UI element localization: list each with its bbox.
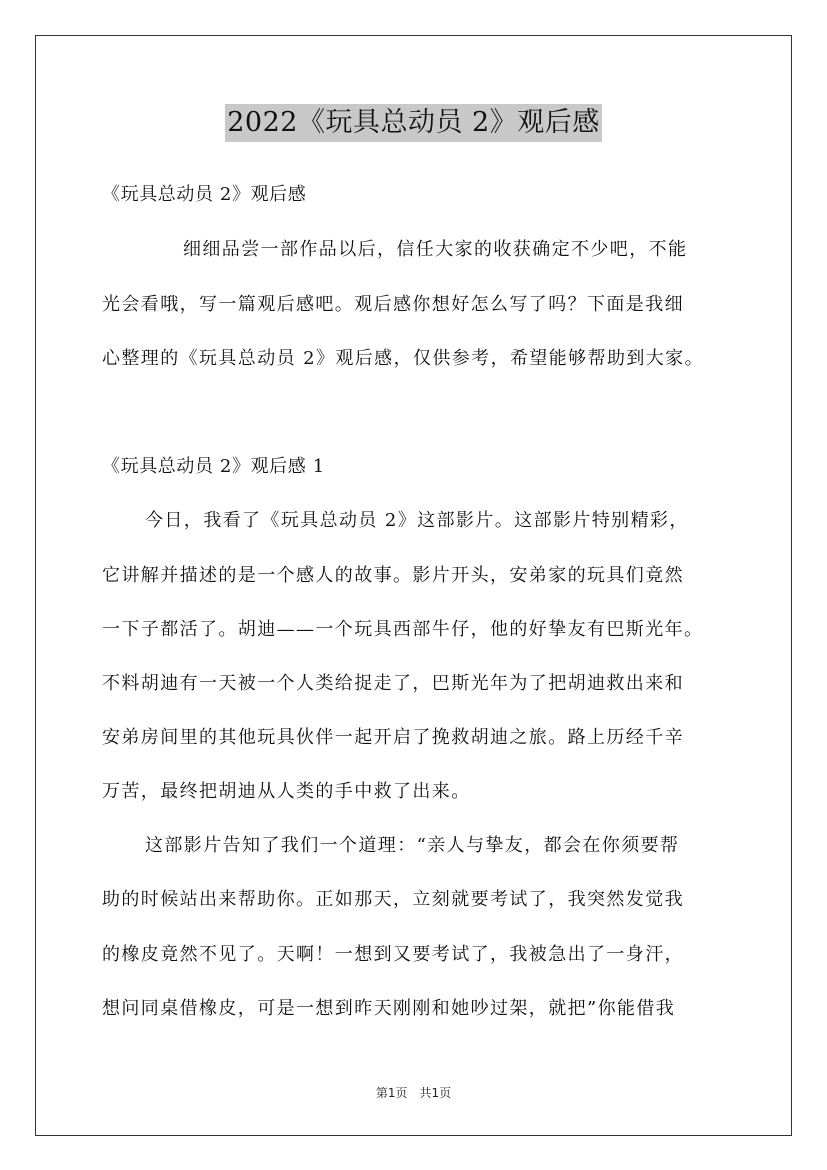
section-heading: 《玩具总动员 2》观后感 1: [102, 456, 325, 477]
paragraph-line: 一下子都活了。胡迪——一个玩具西部牛仔，他的好挚友有巴斯光年。: [102, 619, 704, 640]
paragraph-line: 不料胡迪有一天被一个人类给捉走了，巴斯光年为了把胡迪救出来和: [102, 673, 684, 694]
paragraph-line: 的橡皮竟然不见了。天啊！一想到又要考试了，我被急出了一身汗，: [102, 944, 684, 965]
paragraph-line: 这部影片告知了我们一个道理：“亲人与挚友，都会在你须要帮: [145, 835, 680, 856]
page-number: 第1页: [375, 1086, 408, 1100]
paragraph-line: 今日，我看了《玩具总动员 2》这部影片。这部影片特别精彩，: [145, 510, 689, 531]
title-container: [0, 104, 827, 142]
paragraph-line: 助的时候站出来帮助你。正如那天，立刻就要考试了，我突然发觉我: [102, 889, 684, 910]
paragraph-line: 万苦，最终把胡迪从人类的手中救了出来。: [102, 781, 471, 802]
document-subtitle: 《玩具总动员 2》观后感: [102, 184, 307, 205]
document-title: 2022《玩具总动员 2》观后感: [225, 104, 601, 142]
paragraph-line: 它讲解并描述的是一个感人的故事。影片开头，安弟家的玩具们竟然: [102, 565, 684, 586]
intro-line: 光会看哦，写一篇观后感吧。观后感你想好怎么写了吗？下面是我细: [102, 294, 684, 315]
paragraph-line: 想问同桌借橡皮，可是一想到昨天刚刚和她吵过架，就把”你能借我: [102, 998, 676, 1019]
intro-line: 细细品尝一部作品以后，信任大家的收获确定不少吧，不能: [183, 239, 688, 260]
intro-line: 心整理的《玩具总动员 2》观后感，仅供参考，希望能够帮助到大家。: [102, 348, 704, 369]
page-footer: [0, 1085, 827, 1101]
paragraph-line: 安弟房间里的其他玩具伙伴一起开启了挽救胡迪之旅。路上历经千辛: [102, 727, 684, 748]
page-total: 共1页: [419, 1086, 452, 1100]
